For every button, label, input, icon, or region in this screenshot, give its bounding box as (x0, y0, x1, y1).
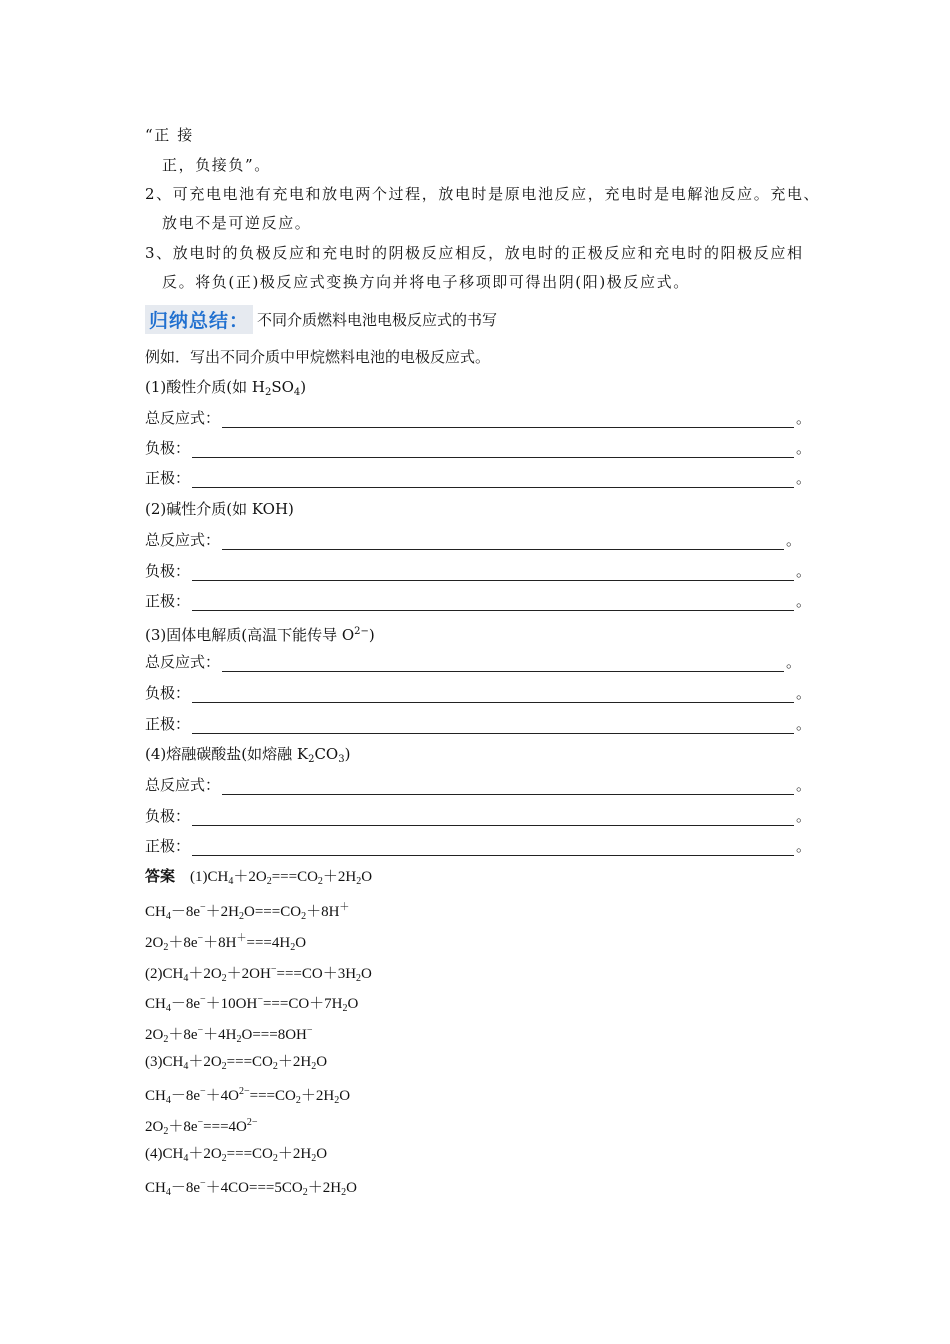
summary-heading (145, 305, 497, 334)
blank-negative-4[interactable]: 负极： 。 (145, 807, 812, 825)
answer-4-total: $(4)CH_4+2O_2===CO_2+2H_2O$ (145, 1146, 328, 1164)
answer-1-positive: $2O_2+8e^-+8H^+===4H_2O$ (145, 933, 307, 953)
note-line-1: “正 接 (145, 126, 194, 144)
section-3-title: (3)固体电解质(高温下能传导 $O^{2-}$) (145, 626, 375, 644)
answer-label: 答案 (145, 869, 176, 885)
answer-2-negative: $CH_4-8e^-+10OH^-===CO+7H_2O$ (145, 994, 359, 1014)
blank-positive-3[interactable]: 正极： 。 (145, 715, 812, 733)
answer-3-total: $(3)CH_4+2O_2===CO_2+2H_2O$ (145, 1054, 328, 1072)
note-line-2: 正，负接负”。 (162, 156, 271, 174)
section-4-title: (4)熔融碳酸盐(如熔融 $K_2CO_3$) (145, 745, 351, 765)
blank-negative-1[interactable]: 负极： 。 (145, 439, 812, 457)
answer-4-negative: $CH_4-8e^-+4CO===5CO_2+2H_2O$ (145, 1178, 357, 1198)
answer-3-negative: $CH_4-8e^-+4O^{2-}===CO_2+2H_2O$ (145, 1086, 351, 1106)
answer-1-total: 答案 $(1)CH_4+2O_2===CO_2+2H_2O$ (145, 869, 373, 887)
example-line: 例如．写出不同介质中甲烷燃料电池的电极反应式。 (145, 348, 491, 366)
note-item-3b: 反。将负(正)极反应式变换方向并将电子移项即可得出阴(阳)极反应式。 (162, 273, 690, 291)
blank-total-1[interactable]: 总反应式： 。 (145, 409, 812, 427)
answer-2-total: $(2)CH_4+2O_2+2OH^-===CO+3H_2O$ (145, 964, 372, 984)
blank-total-4[interactable]: 总反应式： 。 (145, 776, 812, 794)
answer-1-negative: $CH_4-8e^-+2H_2O===CO_2+8H^+$ (145, 902, 350, 922)
section-1-title: (1)酸性介质(如 $H_2SO_4$) (145, 378, 307, 398)
section-2-title: (2)碱性介质(如 KOH) (145, 500, 294, 518)
blank-total-2[interactable]: 总反应式： 。 (145, 531, 802, 549)
blank-positive-4[interactable]: 正极： 。 (145, 837, 812, 855)
blank-positive-2[interactable]: 正极： 。 (145, 592, 812, 610)
answer-3-positive: $2O_2+8e^-===4O^{2-}$ (145, 1117, 258, 1137)
answer-2-positive: $2O_2+8e^-+4H_2O===8OH^-$ (145, 1025, 313, 1045)
note-item-2b: 放电不是可逆反应。 (162, 214, 312, 232)
note-item-3a: 3、放电时的负极反应和充电时的阴极反应相反，放电时的正极反应和充电时的阳极反应相 (145, 244, 804, 262)
blank-total-3[interactable]: 总反应式： 。 (145, 653, 802, 671)
summary-title: 不同介质燃料电池电极反应式的书写 (257, 311, 498, 329)
blank-negative-3[interactable]: 负极： 。 (145, 684, 812, 702)
summary-tag: 归纳总结： (145, 305, 253, 334)
blank-negative-2[interactable]: 负极： 。 (145, 562, 812, 580)
blank-positive-1[interactable]: 正极： 。 (145, 469, 812, 487)
note-item-2a: 2、可充电电池有充电和放电两个过程，放电时是原电池反应，充电时是电解池反应。充电、 (145, 185, 821, 203)
